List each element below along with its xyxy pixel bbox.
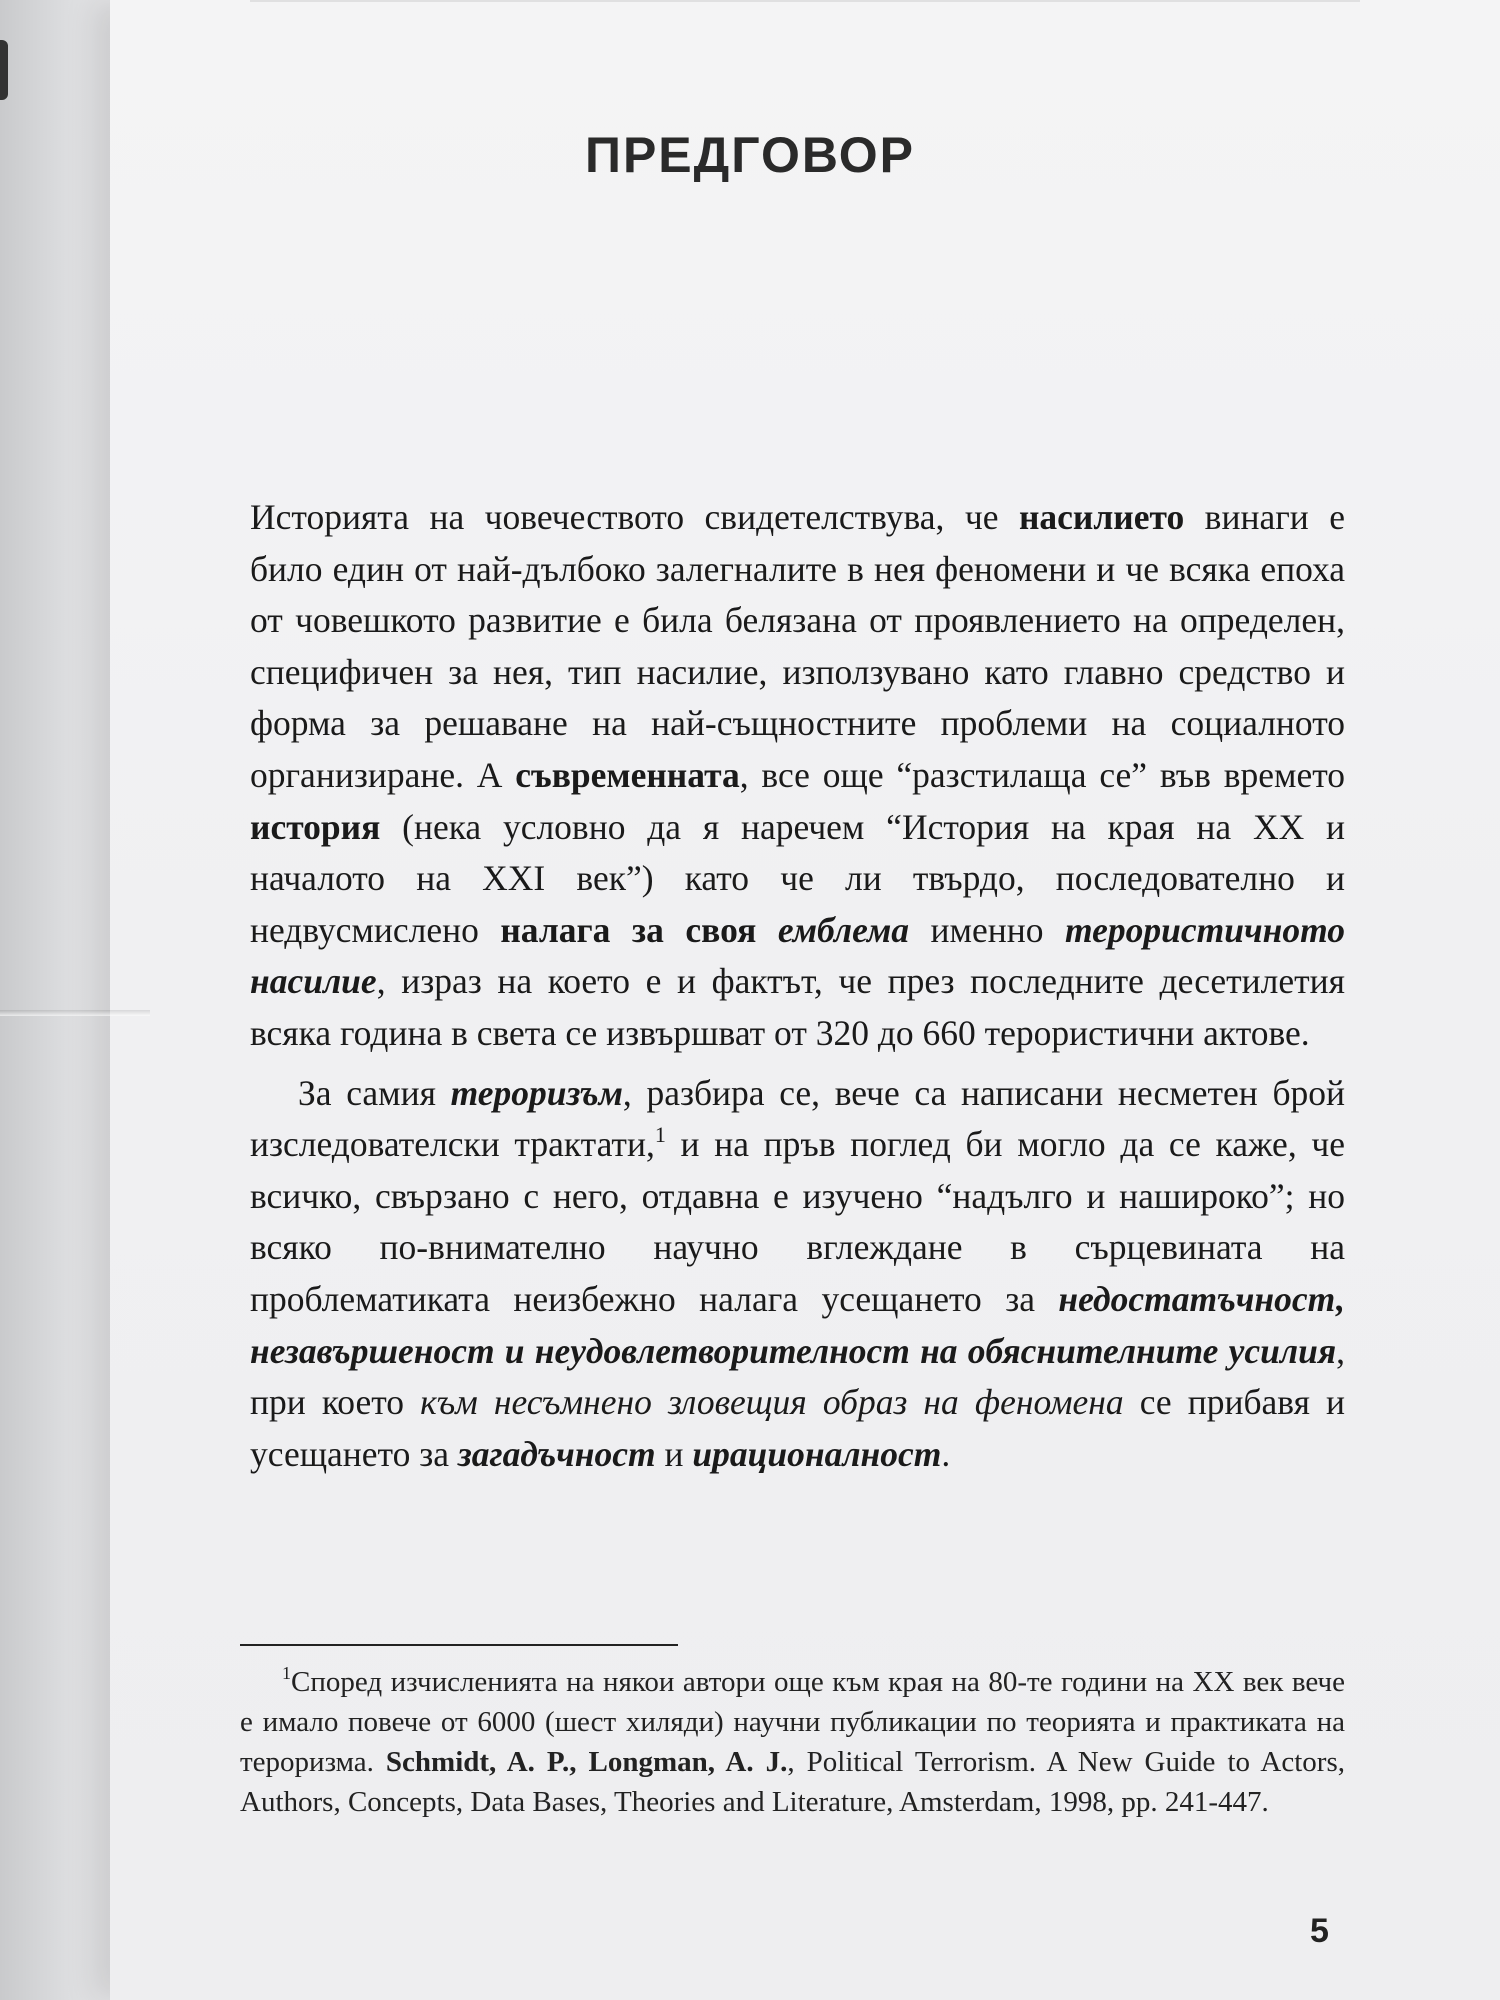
emphasis-emblem: емблема (777, 909, 910, 950)
emphasis-sinister-image: към несъмнено зловещия образ на феномена (420, 1382, 1124, 1423)
book-spine (0, 0, 110, 2000)
emphasis-violence: насилието (1018, 497, 1185, 537)
running-header-rule (250, 0, 1360, 2)
footnote-1: $^1$Според изчисленията на някои автори още към края на 80-те години на XX век вече е имало повече от 6000 (шест хиляди) научни публикации по теорията и практиката на тероризма. Schmidt, A. P., Longman, A. J., Political Terrorism. A New Guide to Actors, Authors, Concepts, Data Bases, Theories and Literature, Amsterdam, 1998, pp. 241-447. (240, 1663, 1345, 1818)
footnote-marker: 1 (282, 1663, 291, 1683)
emphasis-terrorism: тероризъм (450, 1072, 623, 1113)
emphasis-irrationality: ирационалност (692, 1433, 942, 1474)
emphasis-imposes: налага за своя (500, 909, 778, 950)
paragraph-2: За самия тероризъм, разбира се, вече са написани несметен брой изследователски трактати,$^1$ и на пръв поглед би могло да се каже, че всичко, свързано с него, отдавна е изучено “надълго и нашироко”; но всяко по-внимателно научно вглеждане в сърцевината на проблематиката неизбежно налага усещането за недостатъчност, незавършеност и неудовлетворителност на обяснителните усилия, при което към несъмнено зловещия образ на феномена се прибавя и усещането за загадъчност и ирационалност. (250, 1072, 1345, 1474)
emphasis-contemporary: съвременната (515, 754, 740, 795)
emphasis-insufficiency: недостатъчност, незавършеност и неудовлетворителност на обяснителните усилия (250, 1278, 1345, 1371)
body-text (250, 492, 1345, 1480)
page-title: ПРЕДГОВОР (585, 126, 915, 183)
facing-page-edge (0, 40, 8, 100)
footnote-divider (240, 1644, 678, 1646)
paragraph-1: Историята на човечеството свидетелствува, че насилието винаги е било един от най-дълбоко залегналите в нея феномени и че всяка епоха от човешкото развитие е била белязана от проявлението на определен, специфичен за нея, тип насилие, използувано като главно средство и форма за решаване на най-същностните проблеми на социалното организиране. А съвременната, все още “разстилаща се” във времето история (нека условно да я наречем “История на края на XX и началото на XXI век”) като че ли твърдо, последователно и недвусмислено налага за своя емблема именно терористичното насилие, израз на което е и фактът, че през последните десетилетия всяка година в света се извършват от 320 до 660 терористични актове. (250, 497, 1345, 1053)
page-fold-shadow (0, 1010, 150, 1016)
emphasis-terrorist-violence: терористичното насилие (250, 909, 1345, 1002)
emphasis-history: история (250, 806, 381, 847)
footnote (240, 1662, 1345, 1822)
footnote-reference: 1 (654, 1122, 666, 1148)
footnote-authors: Schmidt, A. P., Longman, A. J. (385, 1746, 788, 1778)
emphasis-mysteriousness: загадъчност (457, 1433, 656, 1474)
page-number: 5 (1310, 1912, 1329, 1950)
